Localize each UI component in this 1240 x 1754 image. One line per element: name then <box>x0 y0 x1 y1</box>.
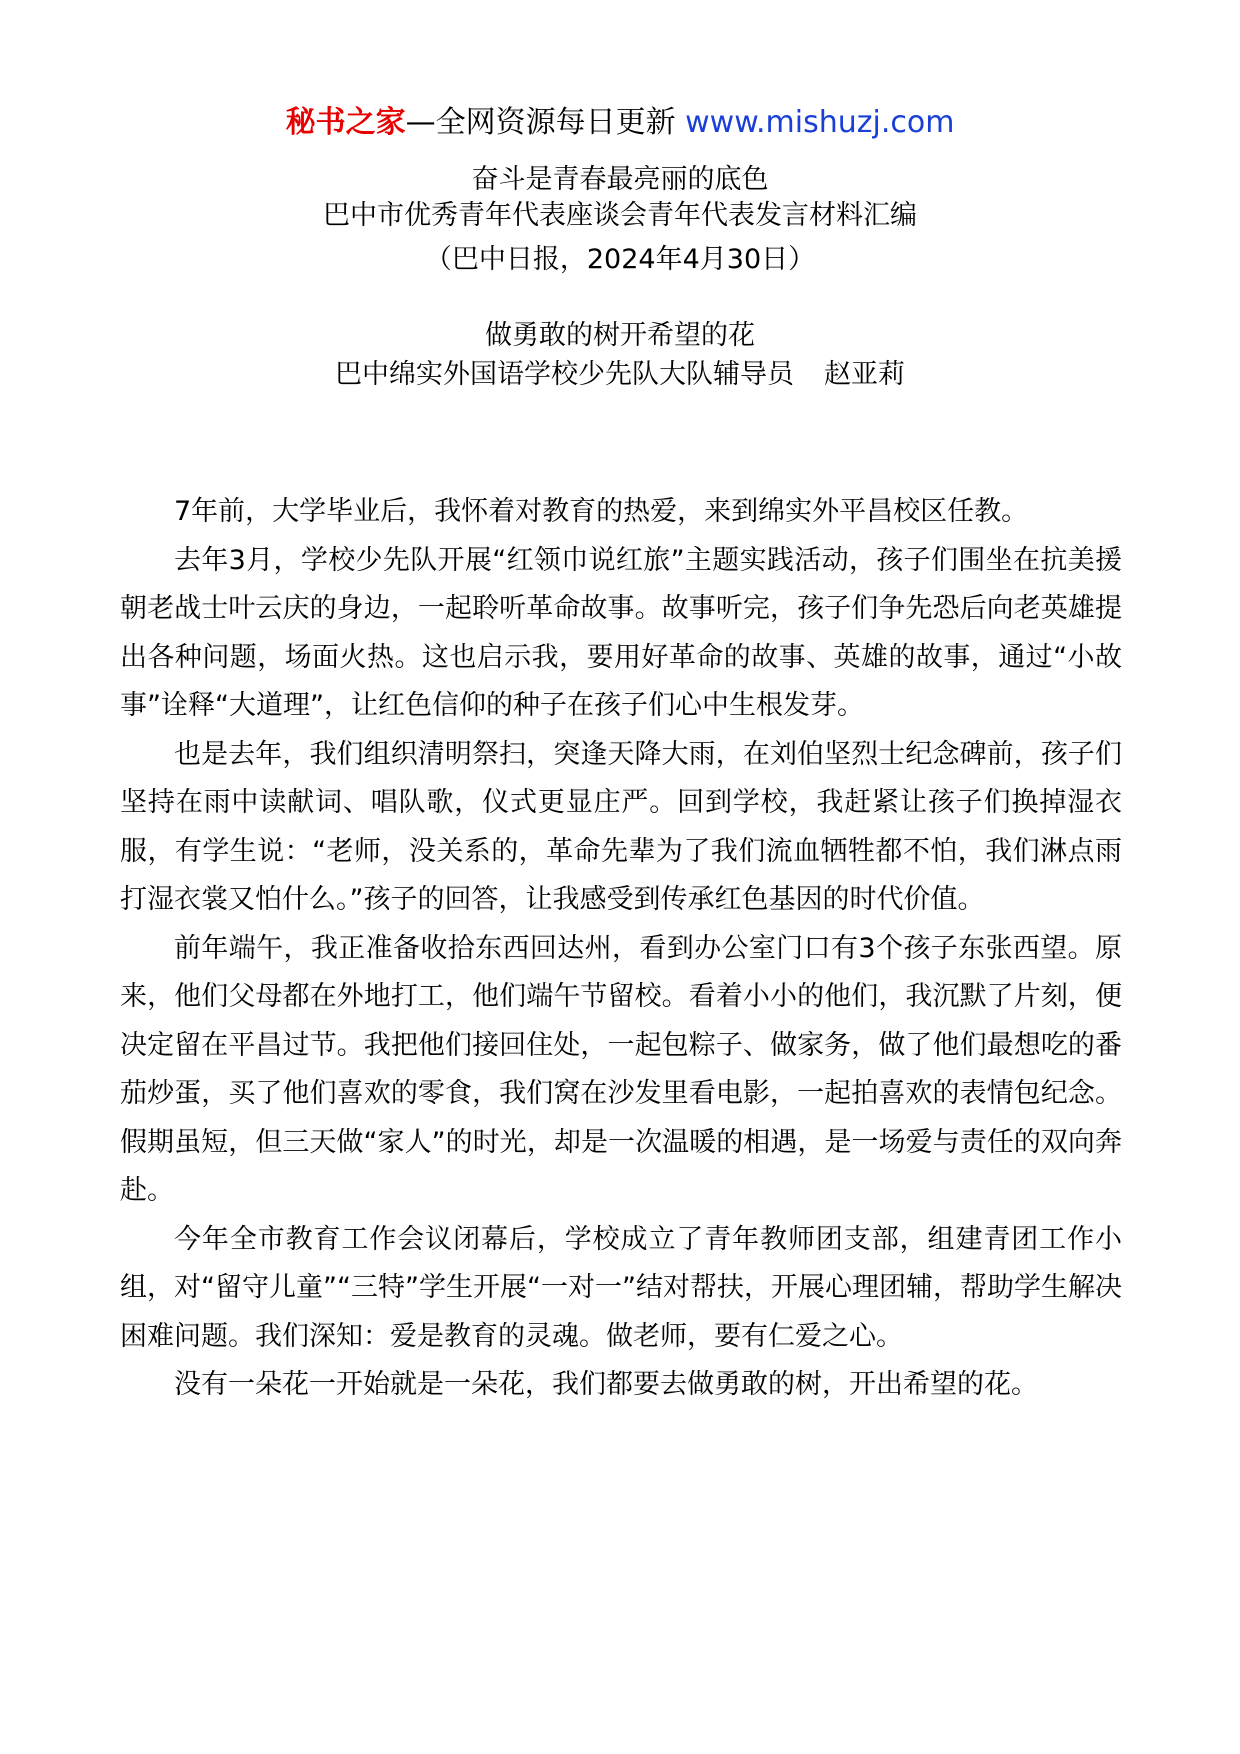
paragraph: 今年全市教育工作会议闭幕后，学校成立了青年教师团支部，组建青团工作小组，对“留守儿童”“三特”学生开展“一对一”结对帮扶，开展心理团辅，帮助学生解决困难问题。我们深知：爱是教育的灵魂。做老师，要有仁爱之心。 <box>120 1223 1122 1352</box>
paragraph: 去年3月，学校少先队开展“红领巾说红旅”主题实践活动，孩子们围坐在抗美援朝老战士叶云庆的身边，一起聆听革命故事。故事听完，孩子们争先恐后向老英雄提出各种问题，场面火热。这也启示我，要用好革命的故事、英雄的故事，通过“小故事”诠释“大道理”，让红色信仰的种子在孩子们心中生根发芽。 <box>120 544 1122 721</box>
header-tagline: —全网资源每日更新 <box>405 105 686 140</box>
article-title: 做勇敢的树开希望的花 <box>485 320 755 351</box>
author-name: 赵亚莉 <box>824 359 905 390</box>
paragraph: 没有一朵花一开始就是一朵花，我们都要去做勇敢的树，开出希望的花。 <box>174 1369 1038 1400</box>
paragraph: 前年端午，我正准备收拾东西回达州，看到办公室门口有3个孩子东张西望。原来，他们父母都在外地打工，他们端午节留校。看着小小的他们，我沉默了片刻，便决定留在平昌过节。我把他们接回住处，一起包粽子、做家务，做了他们最想吃的番茄炒蛋，买了他们喜欢的零食，我们窝在沙发里看电影，一起拍喜欢的表情包纪念。假期虽短，但三天做“家人”的时光，却是一次温暖的相遇，是一场爱与责任的双向奔赴。 <box>120 932 1122 1206</box>
site-header <box>0 103 1240 143</box>
collection-title: 奋斗是青春最亮丽的底色 <box>471 164 769 195</box>
paragraph: 7年前，大学毕业后，我怀着对教育的热爱，来到绵实外平昌校区任教。 <box>174 496 1029 527</box>
author-line <box>0 357 1240 393</box>
paragraph: 也是去年，我们组织清明祭扫，突逢天降大雨，在刘伯坚烈士纪念碑前，孩子们坚持在雨中读献词、唱队歌，仪式更显庄严。回到学校，我赶紧让孩子们换掉湿衣服，有学生说：“老师，没关系的，革命先辈为了我们流血牺牲都不怕，我们淋点雨打湿衣裳又怕什么。”孩子的回答，让我感受到传承红色基因的时代价值。 <box>120 738 1122 915</box>
brand-name: 秘书之家 <box>285 105 406 140</box>
article-body <box>120 488 1122 1410</box>
source-date-line: （巴中日报，2024年4月30日） <box>424 244 816 275</box>
author-organization: 巴中绵实外国语学校少先队大队辅导员 <box>335 359 794 390</box>
site-url-link[interactable]: www.mishuzj.com <box>685 105 955 140</box>
collection-subtitle: 巴中市优秀青年代表座谈会青年代表发言材料汇编 <box>323 200 917 231</box>
